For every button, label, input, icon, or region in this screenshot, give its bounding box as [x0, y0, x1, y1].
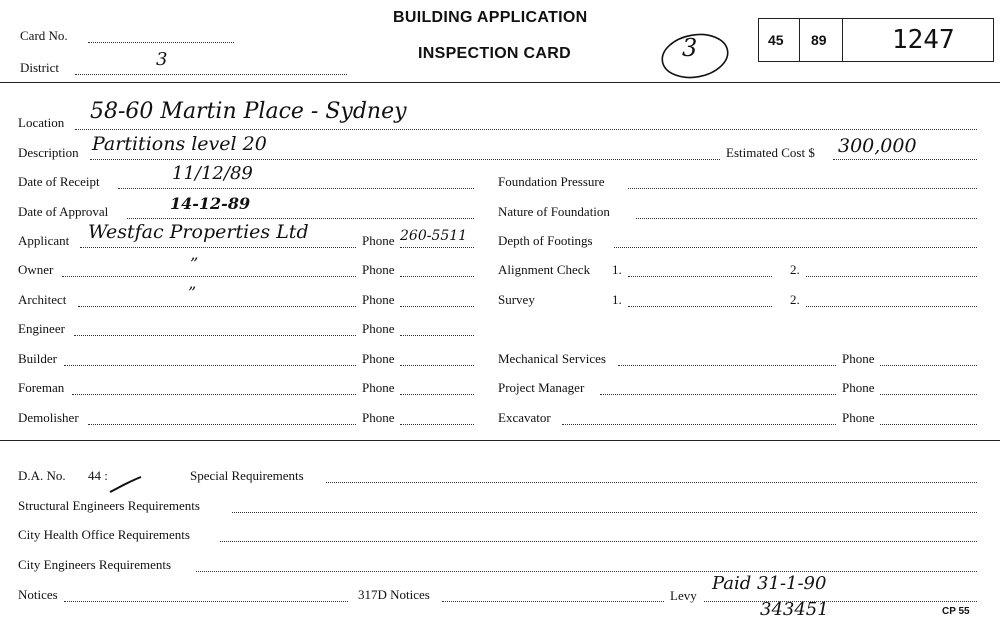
location-value: 58-60 Martin Place - Sydney	[90, 99, 407, 124]
foundation-pressure-label: Foundation Pressure	[498, 174, 605, 189]
depth-footings-label: Depth of Footings	[498, 233, 593, 248]
excavator-label: Excavator	[498, 410, 551, 425]
applicant-phone-value: 260-5511	[400, 228, 468, 244]
box-code-a: 45	[768, 32, 784, 48]
nature-foundation-label: Nature of Foundation	[498, 204, 610, 219]
city-engineers-req-label: City Engineers Requirements	[18, 557, 172, 572]
title-line2: INSPECTION CARD	[418, 45, 571, 62]
architect-label: Architect	[18, 292, 67, 307]
demolisher-label: Demolisher	[18, 410, 79, 425]
form-code: CP 55	[942, 606, 970, 617]
levy-label: Levy	[670, 588, 697, 603]
da-no-mark-icon	[108, 474, 144, 496]
alignment-check-label: Alignment Check	[498, 262, 591, 277]
special-req-label: Special Requirements	[190, 468, 304, 483]
architect-phone-label: Phone	[362, 292, 395, 307]
survey-two-label: 2.	[790, 292, 800, 307]
excavator-phone-label: Phone	[842, 410, 875, 425]
demolisher-phone-label: Phone	[362, 410, 395, 425]
card-no-line	[88, 42, 234, 43]
estimated-cost-value: 300,000	[838, 135, 917, 157]
description-value: Partitions level 20	[92, 133, 267, 155]
health-req-label: City Health Office Requirements	[18, 527, 190, 542]
levy-receipt: 343451	[760, 599, 829, 620]
card-number-box	[758, 18, 994, 62]
survey-label: Survey	[498, 292, 535, 307]
engineer-phone-label: Phone	[362, 321, 395, 336]
owner-phone-label: Phone	[362, 262, 395, 277]
notices-317d-label: 317D Notices	[358, 587, 430, 602]
title-line1: BUILDING APPLICATION	[393, 9, 588, 26]
card-no-label: Card No.	[20, 28, 68, 43]
applicant-value: Westfac Properties Ltd	[88, 221, 309, 243]
builder-phone-label: Phone	[362, 351, 395, 366]
location-label: Location	[18, 115, 65, 130]
builder-label: Builder	[18, 351, 57, 366]
circled-mark-text: 3	[682, 34, 698, 62]
date-approval-value: 14-12-89	[170, 194, 251, 213]
card-number: 1247	[892, 25, 955, 55]
date-approval-label: Date of Approval	[18, 204, 109, 219]
description-label: Description	[18, 145, 79, 160]
project-manager-label: Project Manager	[498, 380, 585, 395]
district-label: District	[20, 60, 59, 75]
foreman-label: Foreman	[18, 380, 65, 395]
levy-value: Paid 31-1-90	[712, 573, 827, 594]
notices-label: Notices	[18, 587, 58, 602]
applicant-phone-label: Phone	[362, 233, 395, 248]
owner-label: Owner	[18, 262, 54, 277]
applicant-label: Applicant	[18, 233, 70, 248]
mechanical-label: Mechanical Services	[498, 351, 606, 366]
alignment-one-label: 1.	[612, 262, 622, 277]
structural-req-label: Structural Engineers Requirements	[18, 498, 200, 513]
mechanical-phone-label: Phone	[842, 351, 875, 366]
alignment-two-label: 2.	[790, 262, 800, 277]
section-divider	[0, 440, 1000, 441]
da-no-prefix: 44 :	[88, 468, 108, 483]
project-manager-phone-label: Phone	[842, 380, 875, 395]
architect-value: ”	[188, 283, 197, 302]
date-receipt-value: 11/12/89	[172, 163, 253, 184]
date-receipt-label: Date of Receipt	[18, 174, 100, 189]
estimated-cost-label: Estimated Cost $	[726, 145, 815, 160]
district-value: 3	[156, 49, 168, 70]
survey-one-label: 1.	[612, 292, 622, 307]
engineer-label: Engineer	[18, 321, 65, 336]
box-code-b: 89	[811, 32, 827, 48]
owner-value: ”	[190, 254, 199, 273]
da-no-label: D.A. No.	[18, 468, 66, 483]
header-divider	[0, 82, 1000, 83]
district-line	[75, 74, 347, 75]
foreman-phone-label: Phone	[362, 380, 395, 395]
